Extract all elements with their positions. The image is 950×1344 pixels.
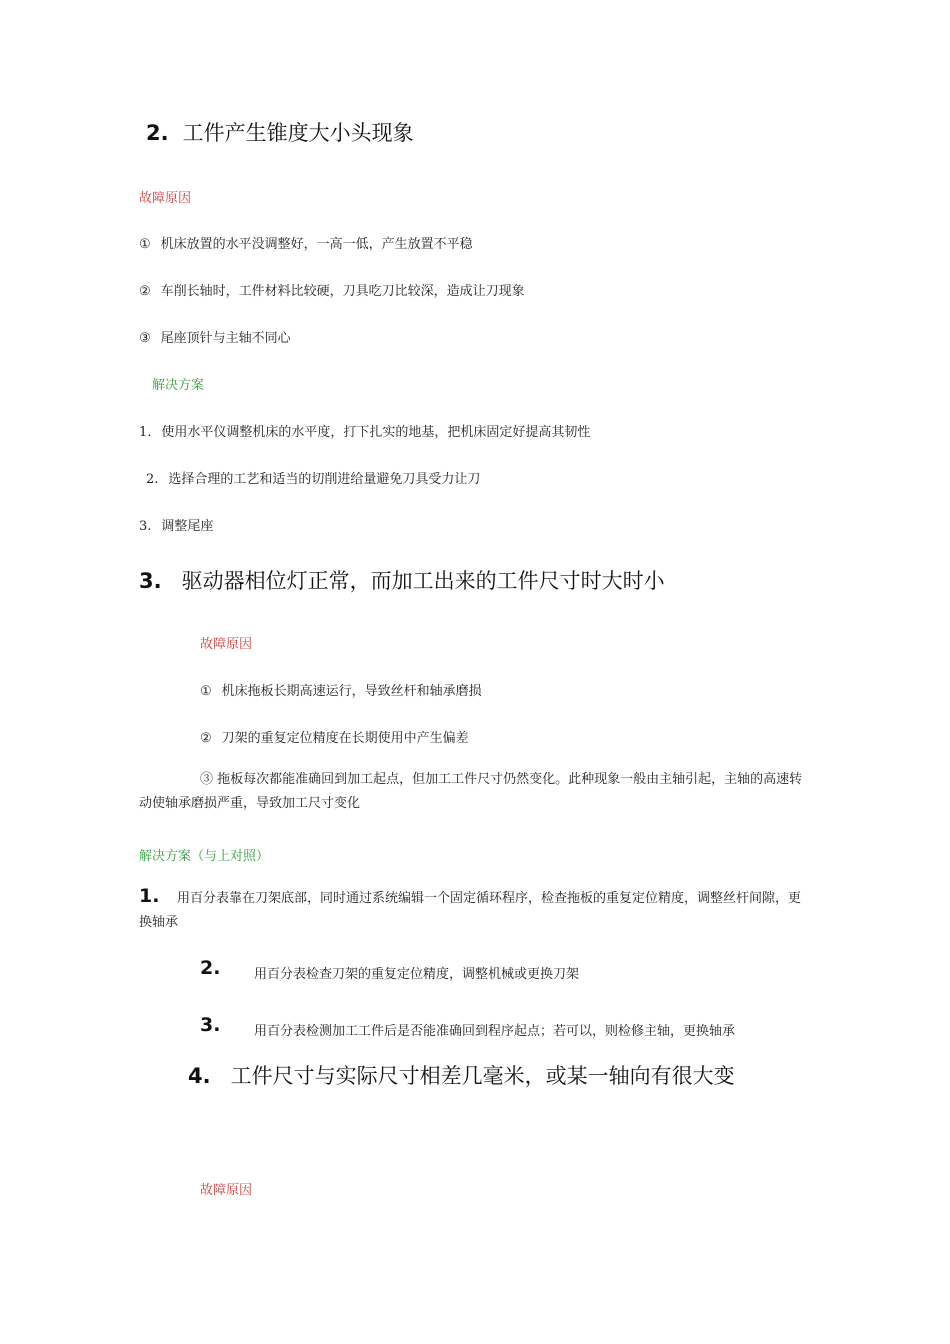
section-3-cause-3: ③ 拖板每次都能准确回到加工起点，但加工工件尺寸仍然变化。此种现象一般由主轴引起，主轴的高速转动使轴承磨损严重，导致加工尺寸变化 xyxy=(139,772,803,811)
section-3-solution-1-number: 1. xyxy=(139,885,160,907)
section-3-heading xyxy=(139,565,665,595)
section-2-solution-3: 3. 调整尾座 xyxy=(139,519,214,534)
section-4-cause-label: 故障原因 xyxy=(200,1183,253,1198)
section-4-number: 4. xyxy=(188,1064,211,1088)
section-3-title: 驱动器相位灯正常，而加工出来的工件尺寸时大时小 xyxy=(181,569,665,593)
section-2-number: 2. xyxy=(146,121,169,145)
section-3-cause-label: 故障原因 xyxy=(200,637,253,652)
section-2-cause-1: ① 机床放置的水平没调整好，一高一低，产生放置不平稳 xyxy=(139,237,473,252)
section-4-title: 工件尺寸与实际尺寸相差几毫米，或某一轴向有很大变 xyxy=(230,1064,735,1088)
section-2-cause-3: ③ 尾座顶针与主轴不同心 xyxy=(139,331,291,346)
section-2-cause-label: 故障原因 xyxy=(139,191,192,206)
section-2-title: 工件产生锥度大小头现象 xyxy=(182,121,414,145)
section-2-heading xyxy=(146,117,414,147)
section-3-solution-2-number: 2. xyxy=(200,957,221,979)
section-2-cause-2: ② 车削长轴时，工件材料比较硬，刀具吃刀比较深，造成让刀现象 xyxy=(139,284,525,299)
section-4-heading xyxy=(188,1060,735,1090)
section-3-cause-1: ① 机床拖板长期高速运行，导致丝杆和轴承磨损 xyxy=(200,684,482,699)
section-3-solution-2: 用百分表检查刀架的重复定位精度，调整机械或更换刀架 xyxy=(254,967,580,982)
section-2-solution-label: 解决方案 xyxy=(152,378,205,393)
section-2-solution-1: 1. 使用水平仪调整机床的水平度，打下扎实的地基，把机床固定好提高其韧性 xyxy=(139,425,591,440)
section-3-solution-3: 用百分表检测加工工件后是否能准确回到程序起点；若可以，则检修主轴，更换轴承 xyxy=(254,1024,736,1039)
section-3-solution-label: 解决方案（与上对照） xyxy=(139,849,270,864)
section-3-cause-2: ② 刀架的重复定位精度在长期使用中产生偏差 xyxy=(200,731,469,746)
section-3-solution-1: 用百分表靠在刀架底部，同时通过系统编辑一个固定循环程序，检查拖板的重复定位精度，调整丝杆间隙，更换轴承 xyxy=(139,891,802,930)
section-3-number: 3. xyxy=(139,569,162,593)
section-3-solution-3-number: 3. xyxy=(200,1014,221,1036)
section-2-solution-2: 2. 选择合理的工艺和适当的切削进给量避免刀具受力让刀 xyxy=(146,472,481,487)
